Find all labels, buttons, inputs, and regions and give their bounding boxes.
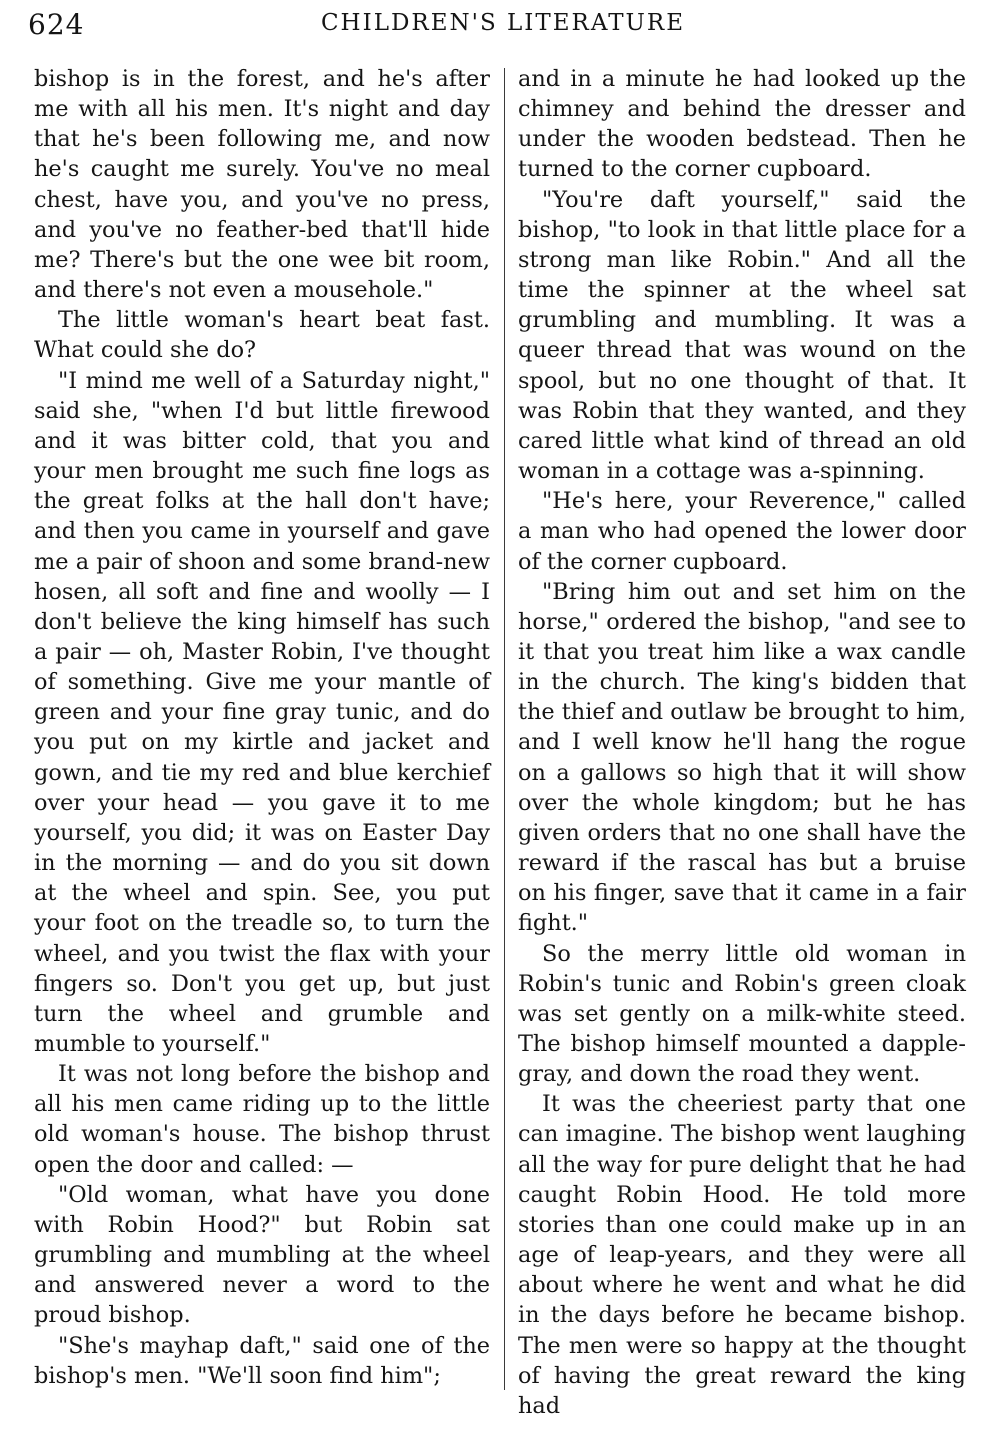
paragraph: So the merry little old woman in Robin's tunic and Robin's green cloak was set gently on a milk-white steed. The bishop himself mounted a dapple-gray, and down the road they went. [518, 940, 966, 1088]
paragraph: It was the cheeriest party that one can imagine. The bishop went laughing all the way for pure delight that he had caught Robin Hood. He told more stories than one could make up in an age of leap-years, and they were all about where he went and what he did in the days before he became bishop. The men were so happy at the thought of having the great reward the king had [518, 1091, 966, 1419]
running-title: CHILDREN'S LITERATURE [320, 10, 686, 36]
column-divider [504, 68, 505, 1390]
paragraph: "He's here, your Reverence," called a man who had opened the lower door of the corner cupboard. [518, 488, 966, 575]
paragraph: "She's mayhap daft," said one of the bishop's men. "We'll soon find him"; [34, 1332, 490, 1389]
paragraph: "Bring him out and set him on the horse," ordered the bishop, "and see to it that you treat him like a wax candle in the church. The king's bidden that the thief and outlaw be brought to him, and I well know he'll hang the rogue on a gallows so high that it will show over the whole kingdom; but he has given orders that no one shall have the reward if the rascal has but a bruise on his finger, save that it came in a fair fight." [518, 578, 966, 937]
paragraph: bishop is in the forest, and he's after me with all his men. It's night and day that he's been following me, and now he's caught me surely. You've no meal chest, have you, and you've no press, and you've no feather-bed that'll hide me? There's but the one wee bit room, and there's not even a mousehole." [34, 66, 490, 304]
paragraph: "Old woman, what have you done with Robin Hood?" but Robin sat grumbling and mumbling at the wheel and answered never a word to the proud bishop. [34, 1181, 490, 1329]
page-number: 624 [28, 8, 85, 41]
paragraph: "You're daft yourself," said the bishop, "to look in that little place for a strong man like Robin." And all the time the spinner at the wheel sat grumbling and mumbling. It was a queer thread that was wound on the spool, but no one thought of that. It was Robin that they wanted, and they cared little what kind of thread an old woman in a cottage was a-spinning. [518, 186, 966, 485]
left-column [34, 64, 490, 1391]
paragraph: The little woman's heart beat fast. What could she do? [34, 307, 490, 364]
paragraph: and in a minute he had looked up the chimney and behind the dresser and under the wooden bedstead. Then he turned to the corner cupboard. [518, 66, 966, 183]
paragraph: It was not long before the bishop and all his men came riding up to the little old woman's house. The bishop thrust open the door and called: — [34, 1061, 490, 1178]
page-header [28, 6, 978, 46]
right-column [518, 64, 966, 1421]
paragraph: "I mind me well of a Saturday night," said she, "when I'd but little firewood and it was bitter cold, that you and your men brought me such fine logs as the great folks at the hall don't have; and then you came in yourself and gave me a pair of shoon and some brand-new hosen, all soft and fine and woolly — I don't believe the king himself has such a pair — oh, Master Robin, I've thought of something. Give me your mantle of green and your fine gray tunic, and do you put on my kirtle and jacket and gown, and tie my red and blue kerchief over your head — you gave it to me yourself, you did; it was on Easter Day in the morning — and do you sit down at the wheel and spin. See, you put your foot on the treadle so, to turn the wheel, and you twist the flax with your fingers so. Don't you get up, but just turn the wheel and grumble and mumble to yourself." [34, 367, 490, 1057]
